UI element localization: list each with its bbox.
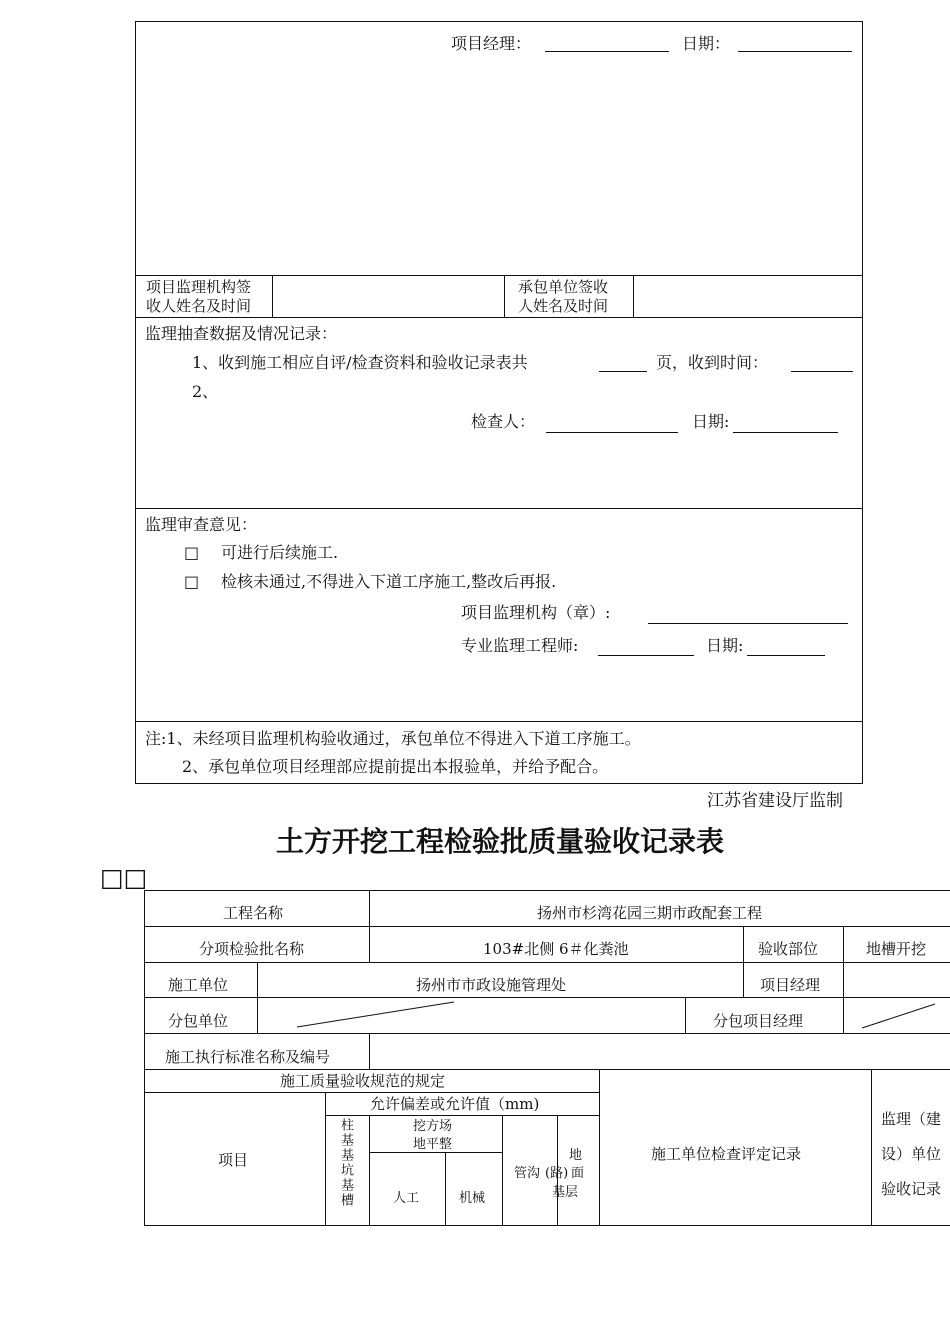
divider xyxy=(144,926,950,927)
divider xyxy=(144,997,950,998)
site-column-header-2: 地平整 xyxy=(413,1137,453,1152)
checkbox-reject[interactable]: □ xyxy=(184,572,200,591)
engineer-label: 专业监理工程师: xyxy=(461,636,579,655)
divider xyxy=(135,317,862,318)
project-name-label: 工程名称 xyxy=(223,904,284,922)
table-border xyxy=(144,1225,950,1226)
accept-part-value: 地槽开挖 xyxy=(866,940,927,958)
divider xyxy=(685,997,686,1033)
strike-line xyxy=(290,998,460,1032)
engineer-date-line[interactable] xyxy=(747,655,825,656)
strike-line xyxy=(855,998,950,1032)
inspector-label: 检查人： xyxy=(471,412,536,431)
checkbox-continue[interactable]: □ xyxy=(184,543,200,562)
received-time-line[interactable] xyxy=(791,371,853,372)
contractor-sign-field[interactable] xyxy=(634,276,861,316)
supervisor-record-header-2: 设）单位 xyxy=(881,1145,942,1163)
machine-column-header: 机械 xyxy=(459,1191,486,1206)
manual-column-header: 人工 xyxy=(393,1191,420,1206)
inspector-date-label: 日期: xyxy=(692,412,730,431)
record-item-1-pages: 页，收到时间： xyxy=(656,353,769,372)
pm-date-label: 日期： xyxy=(682,34,731,53)
contractor-value: 扬州市市政设施管理处 xyxy=(416,976,567,994)
note-1: 注:1、未经项目监理机构验收通过，承包单位不得进入下道工序施工。 xyxy=(145,729,641,748)
tolerance-header: 允许偏差或允许值（mm) xyxy=(370,1095,540,1113)
pm-signature-line[interactable] xyxy=(545,51,669,52)
note-2: 2、承包单位项目经理部应提前提出本报验单，并给予配合。 xyxy=(182,757,609,776)
check-record-header: 施工单位检查评定记录 xyxy=(651,1145,802,1163)
divider xyxy=(369,890,370,962)
divider xyxy=(743,926,744,998)
page-title: 土方开挖工程检验批质量验收记录表 xyxy=(275,825,724,858)
supervisor-sign-label-2: 收人姓名及时间 xyxy=(146,297,252,315)
top-form-frame xyxy=(135,21,863,784)
divider xyxy=(369,1152,502,1153)
issuer-label: 江苏省建设厅监制 xyxy=(707,791,843,811)
divider xyxy=(144,1033,950,1034)
record-title: 监理抽查数据及情况记录： xyxy=(145,324,338,343)
divider xyxy=(369,1115,370,1225)
sub-item-label: 分项检验批名称 xyxy=(199,940,305,958)
divider xyxy=(144,962,950,963)
trench-column-header: 管沟 xyxy=(514,1166,541,1181)
divider xyxy=(843,926,844,1033)
inspector-date-line[interactable] xyxy=(733,432,838,433)
code-boxes[interactable]: □□ xyxy=(100,863,148,892)
table-border xyxy=(144,890,145,1225)
agency-seal-line[interactable] xyxy=(648,623,848,624)
ground-column-header-3: 基层 xyxy=(552,1185,579,1200)
divider xyxy=(325,1092,326,1225)
table-border xyxy=(144,890,950,891)
record-item-1: 1、收到施工相应自评/检查资料和验收记录表共 xyxy=(192,353,528,372)
item-header: 项目 xyxy=(218,1151,249,1169)
divider xyxy=(871,1069,872,1225)
supervisor-record-header-1: 监理（建 xyxy=(881,1110,942,1128)
pit-column-header: 柱基基坑基槽 xyxy=(338,1118,353,1208)
contractor-sign-label-2: 人姓名及时间 xyxy=(518,297,609,315)
sub-pm-label: 分包项目经理 xyxy=(713,1012,804,1030)
option-continue: 可进行后续施工. xyxy=(221,543,339,562)
sub-contractor-label: 分包单位 xyxy=(168,1012,229,1030)
divider xyxy=(144,1092,599,1093)
agency-seal-label: 项目监理机构（章）: xyxy=(461,603,611,622)
engineer-date-label: 日期: xyxy=(706,636,744,655)
divider xyxy=(135,721,862,722)
accept-part-label: 验收部位 xyxy=(758,940,819,958)
site-column-header-1: 挖方场 xyxy=(413,1119,453,1134)
divider xyxy=(369,1033,370,1069)
project-name-value: 扬州市杉湾花园三期市政配套工程 xyxy=(537,904,763,922)
supervisor-record-header-3: 验收记录 xyxy=(881,1180,942,1198)
inspector-line[interactable] xyxy=(546,432,678,433)
divider xyxy=(135,508,862,509)
divider xyxy=(445,1152,446,1225)
divider xyxy=(257,962,258,1033)
review-title: 监理审查意见： xyxy=(145,515,258,534)
ground-column-header-1: 地 xyxy=(569,1148,583,1163)
sub-item-value: 103#北侧 6＃化粪池 xyxy=(483,940,629,958)
engineer-line[interactable] xyxy=(598,655,694,656)
pm-label: 项目经理： xyxy=(451,34,532,53)
option-reject: 检核未通过,不得进入下道工序施工,整改后再报. xyxy=(221,572,557,591)
ground-column-header-2: 面 xyxy=(571,1166,585,1181)
supervisor-sign-field[interactable] xyxy=(273,276,503,316)
divider xyxy=(502,1115,503,1225)
contractor-sign-label-1: 承包单位签收 xyxy=(518,278,609,296)
divider xyxy=(599,1069,600,1225)
divider xyxy=(144,1069,950,1070)
spec-header: 施工质量验收规范的规定 xyxy=(280,1072,446,1090)
supervisor-sign-label-1: 项目监理机构签 xyxy=(146,278,252,296)
divider xyxy=(504,275,505,317)
pages-count-line[interactable] xyxy=(599,371,647,372)
pm-label-table: 项目经理 xyxy=(760,976,821,994)
standard-label: 施工执行标准名称及编号 xyxy=(165,1048,331,1066)
record-item-2: 2、 xyxy=(192,382,219,401)
pm-date-line[interactable] xyxy=(738,51,852,52)
contractor-label: 施工单位 xyxy=(168,976,229,994)
road-column-header: (路) xyxy=(545,1166,569,1181)
